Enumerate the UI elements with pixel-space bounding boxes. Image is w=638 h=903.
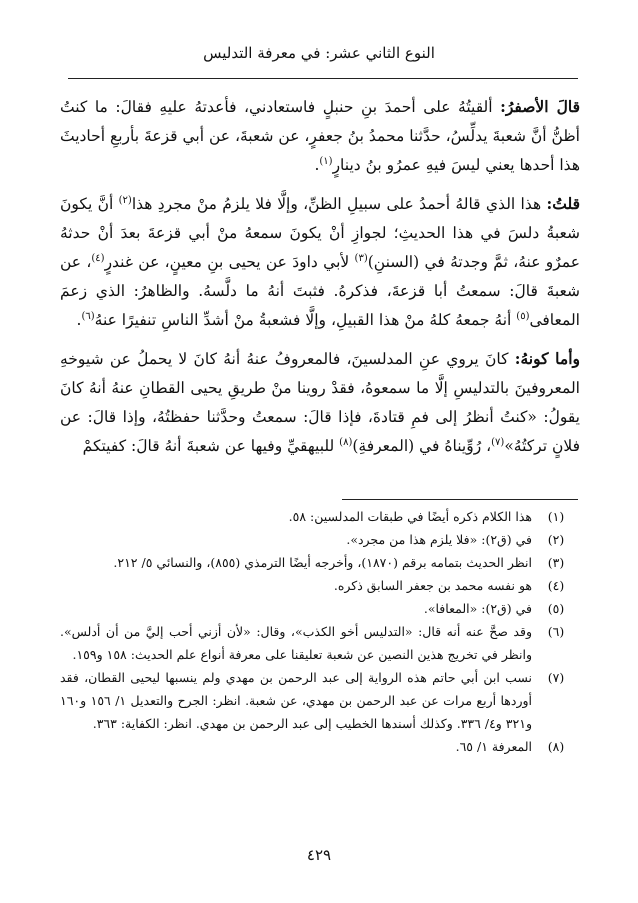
- footnote-number: (٦): [547, 624, 565, 639]
- paragraph-text: للبيهقيِّ وفيها عن شعبةَ أنهُ قالَ: كفيتكمْ: [82, 437, 340, 455]
- paragraph-text: أنهُ جمعهُ كلهُ منْ هذا القبيلِ، وإلَّا فشعبةُ منْ أشدِّ الناسِ تنفيرًا عنهُ: [94, 311, 517, 329]
- footnote-text: في (ق٢): «المعافا».: [423, 601, 532, 616]
- running-head: النوع الثاني عشر: في معرفة التدليس: [203, 44, 435, 62]
- paragraph-text: لأبي داودَ عن يحيى بنِ معينٍ، عن غندرٍ: [104, 253, 355, 271]
- footnote-marker: (٨): [339, 436, 353, 448]
- footnote: [60, 597, 580, 620]
- paragraph-text: .: [76, 311, 82, 329]
- footnote-marker: (٣): [354, 252, 368, 264]
- footnote-number: (٨): [547, 739, 565, 754]
- footnote: [60, 620, 580, 666]
- footnote-separator: [342, 499, 578, 500]
- footnote-number: (٧): [547, 670, 565, 685]
- paragraph-lead: وأما كونهُ:: [514, 349, 580, 368]
- footnote-marker: (٢): [118, 194, 132, 206]
- footnote-number: (١): [547, 509, 565, 524]
- footnote-text: هذا الكلام ذكره أيضًا في طبقات المدلسين: ٥٨.: [288, 509, 532, 524]
- footnote-marker: (١): [319, 155, 333, 167]
- footnote-number: (٥): [547, 601, 565, 616]
- footnote-marker: (٧): [491, 436, 505, 448]
- paragraph-text: .: [314, 156, 320, 174]
- footnote-text: هو نفسه محمد بن جعفر السابق ذكره.: [333, 578, 532, 593]
- page-number: ٤٢٩: [306, 846, 332, 864]
- footnote-number: (٤): [547, 578, 565, 593]
- footnote-text: وقد صحَّ عنه أنه قال: «التدليس أخو الكذب»، وقال: «لأن أزني أحب إليَّ من أن أدلس». وانظر في تخريج هذين النصين عن شعبة تعليقنا على معرفة أنواع علم الحديث: ١٥٨ و١٥٩.: [60, 624, 532, 662]
- footnote-text: انظر الحديث بتمامه برقم (١٨٧٠)، وأخرجه أيضًا الترمذي (٨٥٥)، والنسائي ٥/ ٢١٢.: [113, 555, 532, 570]
- footnote-number: (٢): [547, 532, 565, 547]
- paragraph-text: ، عن شعبةَ قالَ: سمعتُ أبا قزعةَ، فذكرهُ. فثبتَ أنهُ ما دلَّسهُ. والظاهرُ: الذي زعمَ المعافى: [60, 253, 580, 329]
- footnote: [60, 551, 580, 574]
- paragraph: [60, 344, 580, 461]
- footnotes: [60, 505, 580, 758]
- footnote-marker: (٤): [91, 252, 105, 264]
- footnote-text: المعرفة ١/ ٦٥.: [455, 739, 532, 754]
- paragraph-text: هذا الذي قالهُ أحمدُ على سبيلِ الظنِّ، وإلَّا فلا يلزمُ منْ مجردِ هذا: [131, 195, 547, 213]
- main-text: [60, 92, 580, 470]
- paragraph-text: كانَ يروي عنِ المدلسينَ، فالمعروفُ عنهُ أنهُ كانَ لا يحملُ عن شيوخهِ المعروفينَ بالتدليسِ إلَّا ما سمعوهُ، فقدْ روينا منْ طريقِ يحيى القطانِ عنهُ أنهُ كانَ يقولُ: «كنتُ أنظرُ إلى فمِ قتادةَ، فإذا قالَ: سمعتُ وحدَّثنا حفظتُهُ، وإذا قالَ: عن فلانٍ تركتُهُ»: [60, 350, 580, 455]
- paragraph-text: أنَّ يكونَ شعبةُ دلسَ في هذا الحديثِ؛ لجوازِ أنْ يكونَ سمعهُ منْ أبي قزعةَ بعدَ أنْ حدثهُ عمرٌو عنهُ، ثمَّ وجدتهُ في (السننِ): [60, 195, 581, 271]
- footnote: [60, 666, 580, 735]
- paragraph-lead: قالَ الأصفرُ:: [500, 97, 580, 116]
- footnote: [60, 528, 580, 551]
- footnote: [60, 574, 580, 597]
- paragraph: [60, 92, 580, 180]
- paragraph: [60, 189, 580, 335]
- footnote-marker: (٥): [516, 310, 530, 322]
- paragraph-text: ألقيتُهُ على أحمدَ بنِ حنبلٍ فاستعادني، فأعدتهُ عليهِ فقالَ: ما كنتُ أظنُّ أنَّ شعبةَ يدلِّسُ، حدَّثنا محمدُ بنُ جعفرٍ، عن شعبةَ، عن أبي قزعةَ بأربعِ أحاديثَ هذا أحدها يعني ليسَ فيهِ عمرُو بنُ دينارٍ: [60, 98, 580, 174]
- paragraph-lead: قلتُ:: [546, 194, 580, 213]
- footnote-number: (٣): [547, 555, 565, 570]
- footnote: [60, 505, 580, 528]
- header-rule: [68, 78, 578, 79]
- footnote: [60, 735, 580, 758]
- paragraph-text: ، رُوِّيناهُ في (المعرفةِ): [352, 437, 492, 455]
- footnote-text: نسب ابن أبي حاتم هذه الرواية إلى عبد الرحمن بن مهدي ولم ينسبها ليحيى القطان، فقد أوردها أربع مرات عن عبد الرحمن بن مهدي، عن شعبة. انظر: الجرح والتعديل ١/ ١٥٦ و١٦٠ و٣٢١ و٤/ ٣٣٦. وكذلك أسندها الخطيب إلى عبد الرحمن بن مهدي. انظر: الكفاية: ٣٦٣.: [60, 670, 533, 731]
- footnote-text: في (ق٢): «فلا يلزم هذا من مجرد».: [346, 532, 532, 547]
- footnote-marker: (٦): [81, 310, 95, 322]
